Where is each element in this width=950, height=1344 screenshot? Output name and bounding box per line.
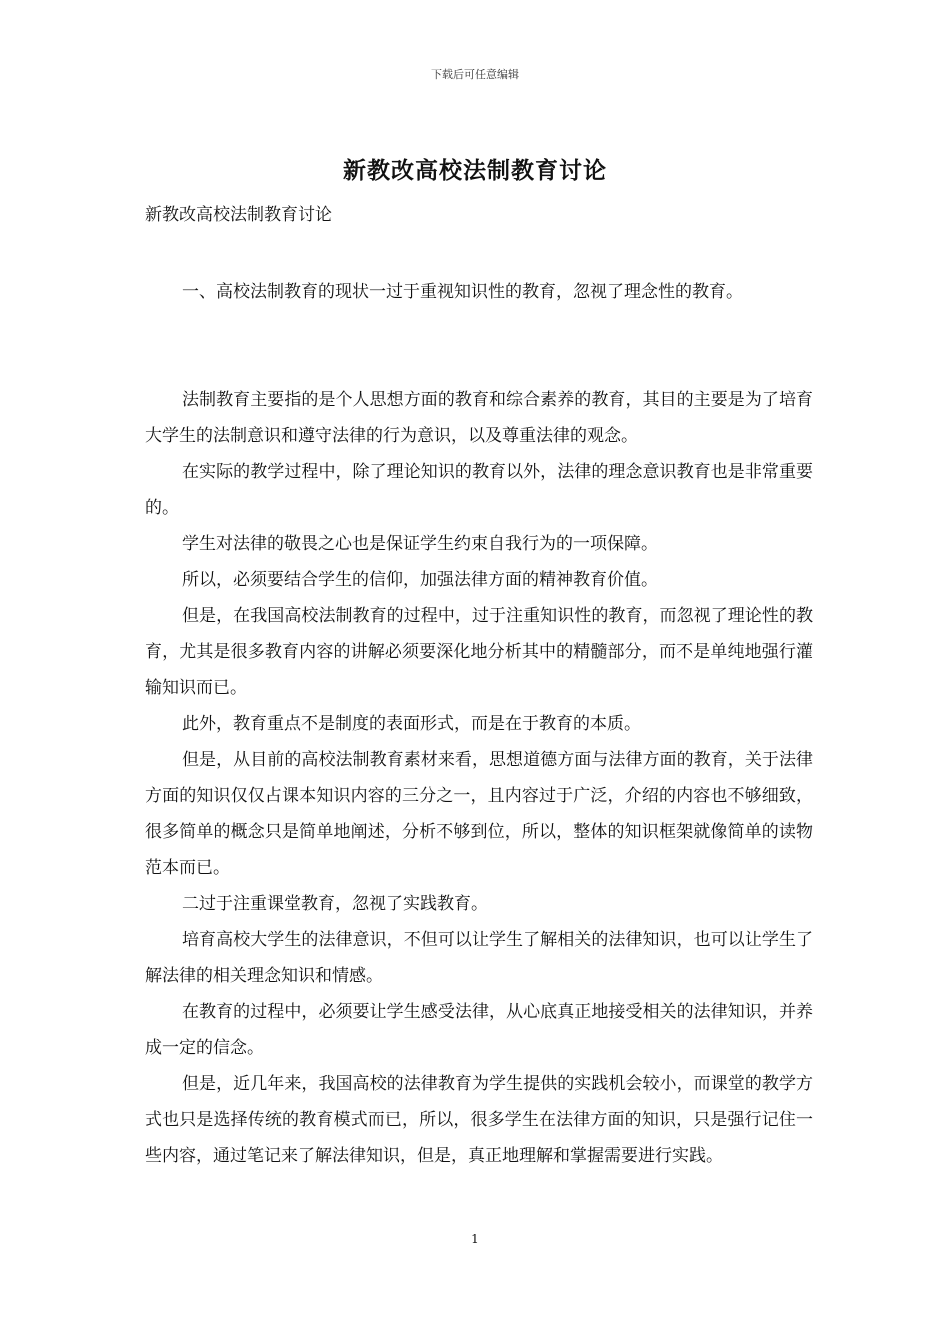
- section-heading-1: 一、高校法制教育的现状一过于重视知识性的教育，忽视了理念性的教育。: [182, 282, 743, 302]
- document-body: [145, 274, 813, 1174]
- section-heading-2: 二过于注重课堂教育，忽视了实践教育。: [182, 894, 488, 914]
- document-title: 新教改高校法制教育讨论: [343, 158, 607, 184]
- paragraph: 学生对法律的敬畏之心也是保证学生约束自我行为的一项保障。: [182, 534, 658, 554]
- paragraph: 在实际的教学过程中，除了理论知识的教育以外，法律的理念意识教育也是非常重要的。: [145, 462, 813, 518]
- paragraph: 所以，必须要结合学生的信仰，加强法律方面的精神教育价值。: [182, 570, 658, 590]
- paragraph: 此外，教育重点不是制度的表面形式，而是在于教育的本质。: [182, 714, 641, 734]
- page-number: 1: [471, 1232, 479, 1246]
- paragraph-gap: [145, 346, 813, 382]
- paragraph: 培育高校大学生的法律意识，不但可以让学生了解相关的法律知识，也可以让学生了解法律的相关理念知识和情感。: [145, 930, 813, 986]
- paragraph: 但是，在我国高校法制教育的过程中，过于注重知识性的教育，而忽视了理论性的教育，尤其是很多教育内容的讲解必须要深化地分析其中的精髓部分，而不是单纯地强行灌输知识而已。: [145, 606, 813, 698]
- paragraph: 法制教育主要指的是个人思想方面的教育和综合素养的教育，其目的主要是为了培育大学生的法制意识和遵守法律的行为意识，以及尊重法律的观念。: [145, 390, 813, 446]
- paragraph: 但是，从目前的高校法制教育素材来看，思想道德方面与法律方面的教育，关于法律方面的知识仅仅占课本知识内容的三分之一，且内容过于广泛，介绍的内容也不够细致，很多简单的概念只是简单地阐述，分析不够到位，所以，整体的知识框架就像简单的读物范本而已。: [145, 750, 813, 878]
- header-note: 下载后可任意编辑: [431, 68, 519, 81]
- document-subtitle: 新教改高校法制教育讨论: [145, 205, 332, 225]
- paragraph: 在教育的过程中，必须要让学生感受法律，从心底真正地接受相关的法律知识，并养成一定的信念。: [145, 1002, 813, 1058]
- paragraph: 但是，近几年来，我国高校的法律教育为学生提供的实践机会较小，而课堂的教学方式也只是选择传统的教育模式而已，所以，很多学生在法律方面的知识，只是强行记住一些内容，通过笔记来了解法律知识，但是，真正地理解和掌握需要进行实践。: [145, 1074, 813, 1166]
